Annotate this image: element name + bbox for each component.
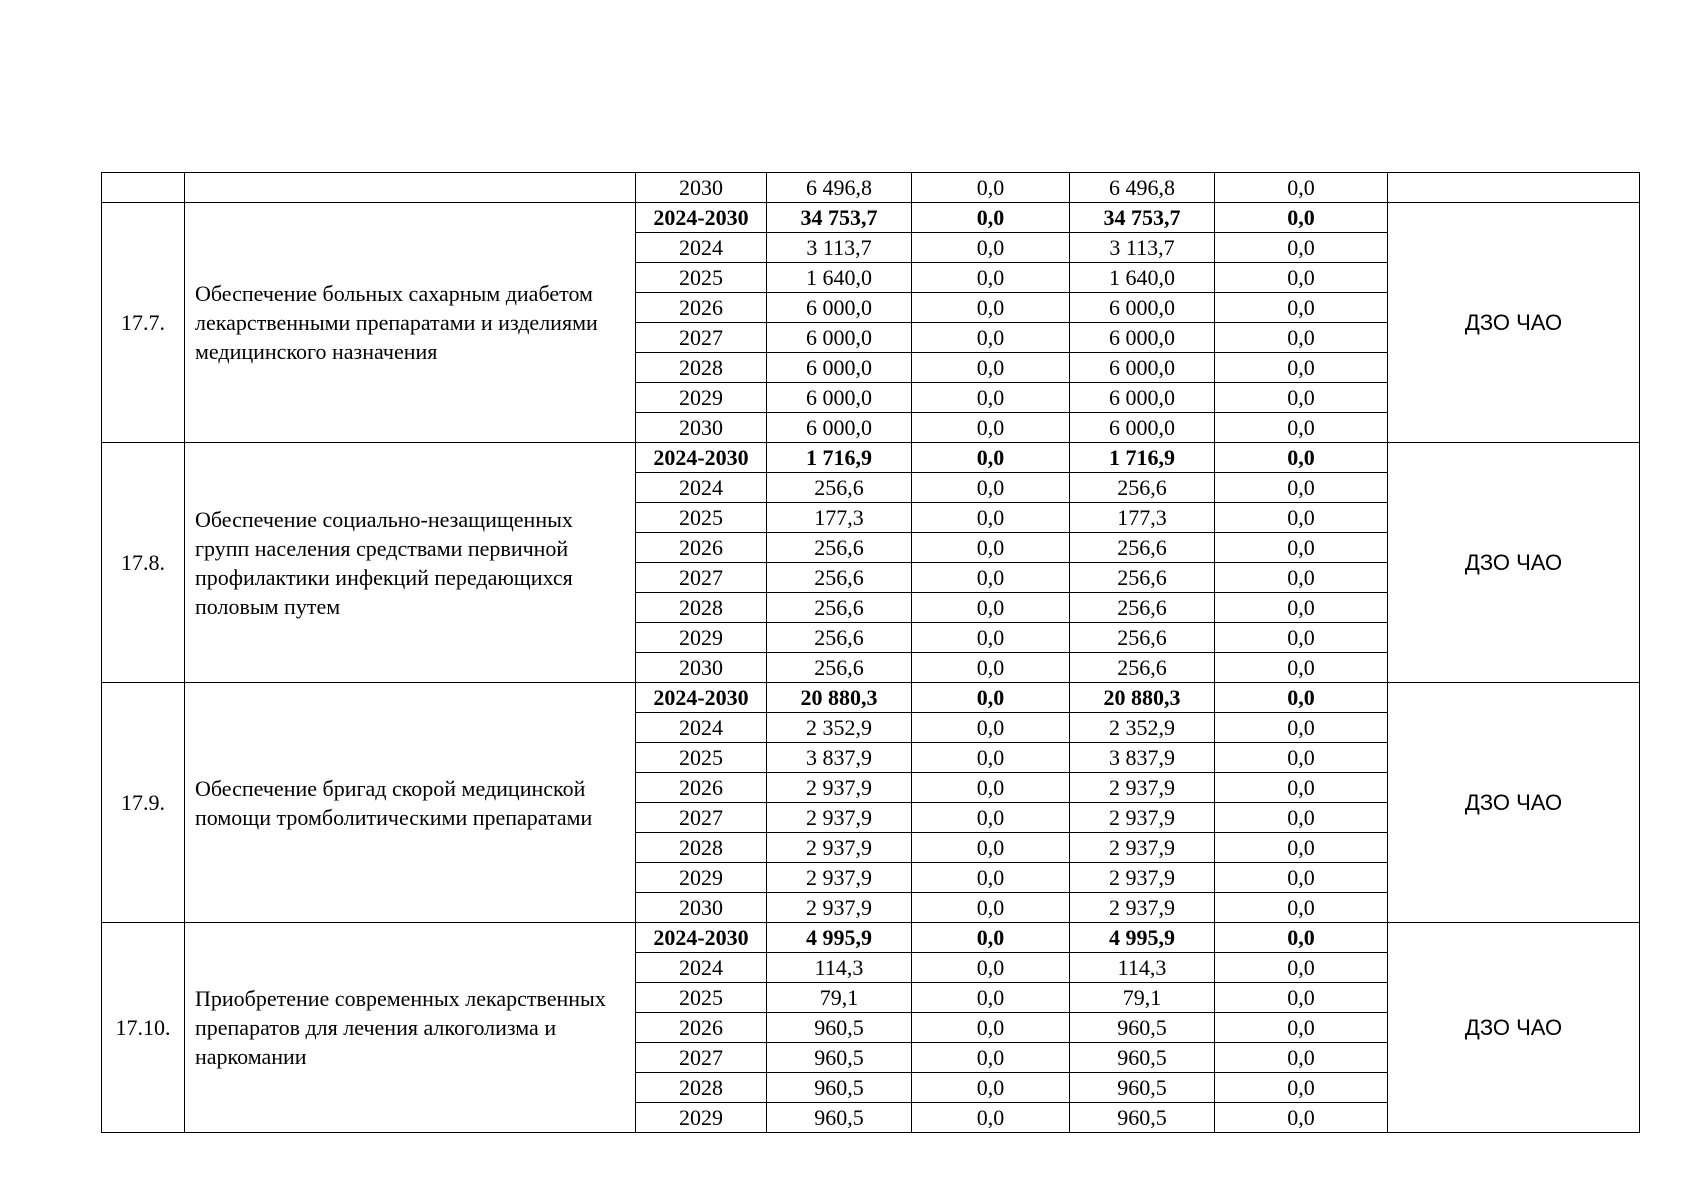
- year-cell: 2027: [636, 803, 767, 833]
- other-sources-cell: 0,0: [1215, 653, 1388, 683]
- total-cell: 960,5: [767, 1013, 912, 1043]
- federal-budget-cell: 0,0: [912, 563, 1070, 593]
- federal-budget-cell: 0,0: [912, 383, 1070, 413]
- year-cell: 2030: [636, 413, 767, 443]
- other-sources-cell: 0,0: [1215, 593, 1388, 623]
- federal-budget-cell: 0,0: [912, 323, 1070, 353]
- year-cell: 2024-2030: [636, 923, 767, 953]
- other-sources-cell: 0,0: [1215, 983, 1388, 1013]
- other-sources-cell: 0,0: [1215, 353, 1388, 383]
- federal-budget-cell: 0,0: [912, 983, 1070, 1013]
- federal-budget-cell: 0,0: [912, 413, 1070, 443]
- item-number-cell: 17.7.: [102, 203, 185, 443]
- regional-budget-cell: 20 880,3: [1070, 683, 1215, 713]
- total-cell: 4 995,9: [767, 923, 912, 953]
- year-cell: 2024-2030: [636, 203, 767, 233]
- total-cell: 3 113,7: [767, 233, 912, 263]
- regional-budget-cell: 2 937,9: [1070, 833, 1215, 863]
- regional-budget-cell: 114,3: [1070, 953, 1215, 983]
- table-row: [102, 203, 1640, 233]
- other-sources-cell: 0,0: [1215, 923, 1388, 953]
- total-cell: 2 937,9: [767, 863, 912, 893]
- other-sources-cell: 0,0: [1215, 503, 1388, 533]
- regional-budget-cell: 2 352,9: [1070, 713, 1215, 743]
- regional-budget-cell: 960,5: [1070, 1043, 1215, 1073]
- federal-budget-cell: 0,0: [912, 503, 1070, 533]
- table-row: [102, 443, 1640, 473]
- year-cell: 2028: [636, 353, 767, 383]
- total-cell: 1 640,0: [767, 263, 912, 293]
- other-sources-cell: 0,0: [1215, 1073, 1388, 1103]
- federal-budget-cell: 0,0: [912, 953, 1070, 983]
- other-sources-cell: 0,0: [1215, 893, 1388, 923]
- table-body: [102, 173, 1640, 1133]
- year-cell: 2028: [636, 593, 767, 623]
- total-cell: 2 937,9: [767, 803, 912, 833]
- year-cell: 2025: [636, 983, 767, 1013]
- federal-budget-cell: 0,0: [912, 263, 1070, 293]
- federal-budget-cell: 0,0: [912, 863, 1070, 893]
- year-cell: 2026: [636, 533, 767, 563]
- year-cell: 2030: [636, 653, 767, 683]
- year-cell: 2024: [636, 473, 767, 503]
- other-sources-cell: 0,0: [1215, 953, 1388, 983]
- federal-budget-cell: 0,0: [912, 713, 1070, 743]
- item-number-cell: [102, 173, 185, 203]
- table-row: [102, 683, 1640, 713]
- regional-budget-cell: 256,6: [1070, 533, 1215, 563]
- total-cell: 256,6: [767, 593, 912, 623]
- regional-budget-cell: 3 113,7: [1070, 233, 1215, 263]
- year-cell: 2024: [636, 953, 767, 983]
- item-description-cell: [185, 173, 636, 203]
- year-cell: 2024-2030: [636, 443, 767, 473]
- federal-budget-cell: 0,0: [912, 473, 1070, 503]
- regional-budget-cell: 960,5: [1070, 1013, 1215, 1043]
- item-description-cell: Обеспечение социально-незащищенных групп населения средствами первичной профилактики инфекций передающихся половым путем: [185, 443, 636, 683]
- program-funding-table: [101, 172, 1640, 1133]
- other-sources-cell: 0,0: [1215, 293, 1388, 323]
- year-cell: 2024-2030: [636, 683, 767, 713]
- year-cell: 2027: [636, 563, 767, 593]
- total-cell: 20 880,3: [767, 683, 912, 713]
- federal-budget-cell: 0,0: [912, 593, 1070, 623]
- executor-cell: ДЗО ЧАО: [1388, 203, 1640, 443]
- federal-budget-cell: 0,0: [912, 743, 1070, 773]
- regional-budget-cell: 1 716,9: [1070, 443, 1215, 473]
- regional-budget-cell: 6 000,0: [1070, 353, 1215, 383]
- regional-budget-cell: 960,5: [1070, 1073, 1215, 1103]
- other-sources-cell: 0,0: [1215, 713, 1388, 743]
- other-sources-cell: 0,0: [1215, 443, 1388, 473]
- total-cell: 6 000,0: [767, 383, 912, 413]
- total-cell: 79,1: [767, 983, 912, 1013]
- regional-budget-cell: 2 937,9: [1070, 893, 1215, 923]
- year-cell: 2027: [636, 1043, 767, 1073]
- regional-budget-cell: 177,3: [1070, 503, 1215, 533]
- table-row: [102, 923, 1640, 953]
- federal-budget-cell: 0,0: [912, 1073, 1070, 1103]
- other-sources-cell: 0,0: [1215, 533, 1388, 563]
- regional-budget-cell: 6 000,0: [1070, 413, 1215, 443]
- regional-budget-cell: 3 837,9: [1070, 743, 1215, 773]
- other-sources-cell: 0,0: [1215, 263, 1388, 293]
- other-sources-cell: 0,0: [1215, 203, 1388, 233]
- other-sources-cell: 0,0: [1215, 563, 1388, 593]
- item-number-cell: 17.9.: [102, 683, 185, 923]
- year-cell: 2029: [636, 1103, 767, 1133]
- total-cell: 6 496,8: [767, 173, 912, 203]
- total-cell: 960,5: [767, 1103, 912, 1133]
- federal-budget-cell: 0,0: [912, 833, 1070, 863]
- federal-budget-cell: 0,0: [912, 803, 1070, 833]
- year-cell: 2029: [636, 623, 767, 653]
- other-sources-cell: 0,0: [1215, 803, 1388, 833]
- year-cell: 2028: [636, 1073, 767, 1103]
- other-sources-cell: 0,0: [1215, 1013, 1388, 1043]
- total-cell: 256,6: [767, 623, 912, 653]
- regional-budget-cell: 34 753,7: [1070, 203, 1215, 233]
- total-cell: 2 352,9: [767, 713, 912, 743]
- year-cell: 2025: [636, 743, 767, 773]
- item-number-cell: 17.8.: [102, 443, 185, 683]
- other-sources-cell: 0,0: [1215, 383, 1388, 413]
- federal-budget-cell: 0,0: [912, 893, 1070, 923]
- federal-budget-cell: 0,0: [912, 653, 1070, 683]
- total-cell: 256,6: [767, 563, 912, 593]
- regional-budget-cell: 6 000,0: [1070, 293, 1215, 323]
- table-row: [102, 173, 1640, 203]
- regional-budget-cell: 256,6: [1070, 653, 1215, 683]
- federal-budget-cell: 0,0: [912, 353, 1070, 383]
- federal-budget-cell: 0,0: [912, 443, 1070, 473]
- total-cell: 34 753,7: [767, 203, 912, 233]
- year-cell: 2026: [636, 1013, 767, 1043]
- total-cell: 3 837,9: [767, 743, 912, 773]
- total-cell: 2 937,9: [767, 773, 912, 803]
- federal-budget-cell: 0,0: [912, 233, 1070, 263]
- year-cell: 2026: [636, 773, 767, 803]
- other-sources-cell: 0,0: [1215, 743, 1388, 773]
- year-cell: 2030: [636, 893, 767, 923]
- year-cell: 2027: [636, 323, 767, 353]
- total-cell: 256,6: [767, 473, 912, 503]
- total-cell: 2 937,9: [767, 893, 912, 923]
- total-cell: 960,5: [767, 1073, 912, 1103]
- total-cell: 177,3: [767, 503, 912, 533]
- executor-cell: ДЗО ЧАО: [1388, 443, 1640, 683]
- regional-budget-cell: 256,6: [1070, 623, 1215, 653]
- total-cell: 114,3: [767, 953, 912, 983]
- regional-budget-cell: 2 937,9: [1070, 773, 1215, 803]
- year-cell: 2025: [636, 263, 767, 293]
- item-description-cell: Обеспечение бригад скорой медицинской помощи тромболитическими препаратами: [185, 683, 636, 923]
- year-cell: 2030: [636, 173, 767, 203]
- year-cell: 2029: [636, 383, 767, 413]
- total-cell: 2 937,9: [767, 833, 912, 863]
- regional-budget-cell: 1 640,0: [1070, 263, 1215, 293]
- other-sources-cell: 0,0: [1215, 173, 1388, 203]
- regional-budget-cell: 6 000,0: [1070, 383, 1215, 413]
- total-cell: 1 716,9: [767, 443, 912, 473]
- other-sources-cell: 0,0: [1215, 413, 1388, 443]
- federal-budget-cell: 0,0: [912, 923, 1070, 953]
- federal-budget-cell: 0,0: [912, 173, 1070, 203]
- total-cell: 256,6: [767, 653, 912, 683]
- federal-budget-cell: 0,0: [912, 203, 1070, 233]
- federal-budget-cell: 0,0: [912, 1043, 1070, 1073]
- item-description-cell: Обеспечение больных сахарным диабетом лекарственными препаратами и изделиями медицинского назначения: [185, 203, 636, 443]
- other-sources-cell: 0,0: [1215, 773, 1388, 803]
- total-cell: 6 000,0: [767, 353, 912, 383]
- year-cell: 2025: [636, 503, 767, 533]
- other-sources-cell: 0,0: [1215, 833, 1388, 863]
- regional-budget-cell: 2 937,9: [1070, 803, 1215, 833]
- other-sources-cell: 0,0: [1215, 683, 1388, 713]
- federal-budget-cell: 0,0: [912, 683, 1070, 713]
- regional-budget-cell: 6 496,8: [1070, 173, 1215, 203]
- federal-budget-cell: 0,0: [912, 773, 1070, 803]
- year-cell: 2029: [636, 863, 767, 893]
- year-cell: 2024: [636, 713, 767, 743]
- executor-cell: ДЗО ЧАО: [1388, 683, 1640, 923]
- other-sources-cell: 0,0: [1215, 623, 1388, 653]
- regional-budget-cell: 2 937,9: [1070, 863, 1215, 893]
- total-cell: 6 000,0: [767, 413, 912, 443]
- regional-budget-cell: 256,6: [1070, 593, 1215, 623]
- other-sources-cell: 0,0: [1215, 323, 1388, 353]
- federal-budget-cell: 0,0: [912, 623, 1070, 653]
- other-sources-cell: 0,0: [1215, 1103, 1388, 1133]
- regional-budget-cell: 79,1: [1070, 983, 1215, 1013]
- other-sources-cell: 0,0: [1215, 863, 1388, 893]
- executor-cell: ДЗО ЧАО: [1388, 923, 1640, 1133]
- regional-budget-cell: 6 000,0: [1070, 323, 1215, 353]
- federal-budget-cell: 0,0: [912, 1013, 1070, 1043]
- item-number-cell: 17.10.: [102, 923, 185, 1133]
- total-cell: 6 000,0: [767, 293, 912, 323]
- federal-budget-cell: 0,0: [912, 1103, 1070, 1133]
- federal-budget-cell: 0,0: [912, 293, 1070, 323]
- regional-budget-cell: 256,6: [1070, 563, 1215, 593]
- item-description-cell: Приобретение современных лекарственных препаратов для лечения алкоголизма и наркомании: [185, 923, 636, 1133]
- federal-budget-cell: 0,0: [912, 533, 1070, 563]
- other-sources-cell: 0,0: [1215, 1043, 1388, 1073]
- total-cell: 6 000,0: [767, 323, 912, 353]
- other-sources-cell: 0,0: [1215, 233, 1388, 263]
- year-cell: 2024: [636, 233, 767, 263]
- year-cell: 2028: [636, 833, 767, 863]
- year-cell: 2026: [636, 293, 767, 323]
- executor-cell: [1388, 173, 1640, 203]
- regional-budget-cell: 4 995,9: [1070, 923, 1215, 953]
- total-cell: 960,5: [767, 1043, 912, 1073]
- total-cell: 256,6: [767, 533, 912, 563]
- regional-budget-cell: 960,5: [1070, 1103, 1215, 1133]
- regional-budget-cell: 256,6: [1070, 473, 1215, 503]
- other-sources-cell: 0,0: [1215, 473, 1388, 503]
